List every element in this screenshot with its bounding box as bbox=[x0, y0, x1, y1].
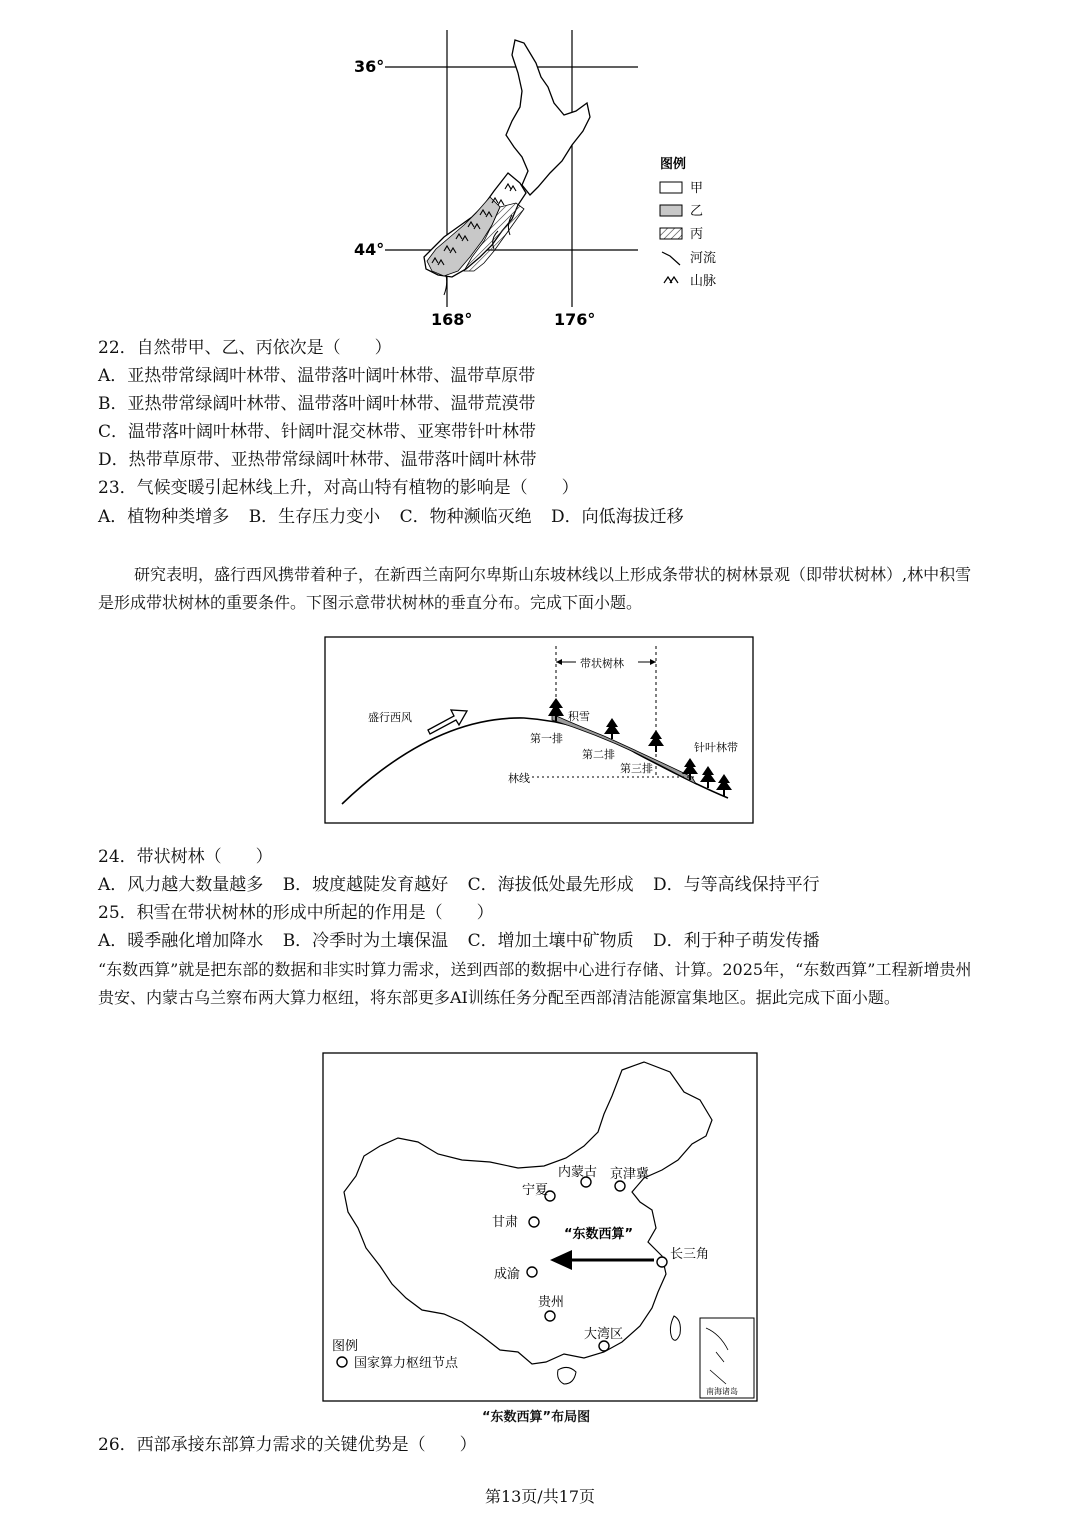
legend-label-mountain: 山脉 bbox=[690, 274, 717, 289]
treeline-label: 林线 bbox=[508, 772, 530, 785]
question-25-option-c: C．增加土壤中矿物质 bbox=[467, 931, 634, 951]
question-23-option-a: A．植物种类增多 bbox=[98, 507, 230, 527]
question-23-option-d: D．向低海拔迁移 bbox=[551, 507, 684, 527]
node-guizhou bbox=[545, 1311, 555, 1321]
question-25-options bbox=[98, 928, 834, 954]
node-changsanjiao bbox=[657, 1257, 667, 1267]
question-24-option-c: C．海拔低处最先形成 bbox=[467, 875, 634, 895]
band-forest-label: 带状树林 bbox=[580, 657, 624, 670]
question-22-option-d: D．热带草原带、亚热带常绿阔叶林带、温带落叶阔叶林带 bbox=[98, 450, 537, 470]
row-1-label: 第一排 bbox=[530, 732, 563, 745]
question-22-option-b: B．亚热带常绿阔叶林带、温带落叶阔叶林带、温带荒漠带 bbox=[98, 394, 536, 414]
question-26-stem: 26．西部承接东部算力需求的关键优势是（ ） bbox=[98, 1435, 477, 1455]
gray-box-icon bbox=[660, 205, 682, 216]
row-2-label: 第二排 bbox=[582, 748, 615, 761]
legend-label-bing: 丙 bbox=[690, 227, 704, 242]
conifer-belt-label: 针叶林带 bbox=[694, 741, 738, 754]
node-label-changsanjiao: 长三角 bbox=[670, 1247, 710, 1262]
legend-label-yi: 乙 bbox=[690, 204, 704, 219]
map2-legend-item: 国家算力枢纽节点 bbox=[354, 1356, 459, 1371]
legend-node-icon bbox=[337, 1357, 347, 1367]
diagram-frame bbox=[325, 637, 753, 823]
south-china-sea-inset bbox=[700, 1318, 754, 1398]
map2-frame bbox=[323, 1053, 757, 1401]
north-island-shape bbox=[506, 40, 590, 195]
hatched-box-icon bbox=[660, 228, 682, 239]
node-label-ningxia: 宁夏 bbox=[522, 1183, 549, 1198]
question-24-option-d: D．与等高线保持平行 bbox=[653, 875, 820, 895]
question-25-option-d: D．利于种子萌发传播 bbox=[653, 931, 820, 951]
question-22-stem: 22．自然带甲、乙、丙依次是（ ） bbox=[98, 338, 392, 358]
question-25-option-a: A．暖季融化增加降水 bbox=[98, 931, 264, 951]
question-24-options bbox=[98, 872, 834, 898]
legend-label-jia: 甲 bbox=[690, 181, 704, 196]
node-label-jingjinji: 京津冀 bbox=[610, 1167, 650, 1182]
row-3-label: 第三排 bbox=[620, 762, 653, 775]
question-23-options bbox=[98, 504, 698, 530]
node-label-guizhou: 贵州 bbox=[538, 1295, 565, 1310]
question-23-option-b: B．生存压力变小 bbox=[248, 507, 381, 527]
china-compute-map bbox=[322, 1052, 758, 1404]
passage-banded-forest bbox=[98, 561, 984, 617]
question-23-option-c: C．物种濒临灭绝 bbox=[399, 507, 532, 527]
lon-label-176: 176° bbox=[554, 310, 596, 329]
arrow-label: “东数西算” bbox=[564, 1227, 634, 1242]
new-zealand-map bbox=[340, 25, 760, 330]
question-24-option-b: B．坡度越陡发育越好 bbox=[282, 875, 449, 895]
question-22-option-c: C．温带落叶阔叶林带、针阔叶混交林带、亚寒带针叶林带 bbox=[98, 422, 537, 442]
node-gansu bbox=[529, 1217, 539, 1227]
node-dawanqu bbox=[599, 1341, 609, 1351]
blank-box-icon bbox=[660, 182, 682, 193]
node-label-gansu: 甘肃 bbox=[492, 1215, 519, 1230]
legend-title: 图例 bbox=[660, 157, 687, 172]
node-jingjinji bbox=[615, 1181, 625, 1191]
question-24-stem: 24．带状树林（ ） bbox=[98, 847, 273, 867]
river-icon bbox=[662, 252, 680, 265]
node-label-dawanqu: 大湾区 bbox=[584, 1327, 624, 1342]
question-25-option-b: B．冷季时为土壤保温 bbox=[282, 931, 449, 951]
question-24-option-a: A．风力越大数量越多 bbox=[98, 875, 264, 895]
node-label-neimenggu: 内蒙古 bbox=[558, 1165, 598, 1180]
node-label-chengyu: 成渝 bbox=[494, 1267, 521, 1282]
snow-label: 积雪 bbox=[568, 710, 590, 723]
legend-label-river: 河流 bbox=[690, 251, 717, 266]
lon-label-168: 168° bbox=[431, 310, 473, 329]
lat-label-44: 44° bbox=[354, 240, 385, 259]
map2-caption: “东数西算”布局图 bbox=[482, 1410, 591, 1425]
inset-label: 南海诸岛 bbox=[706, 1387, 738, 1396]
node-chengyu bbox=[527, 1267, 537, 1277]
question-22-option-a: A．亚热带常绿阔叶林带、温带落叶阔叶林带、温带草原带 bbox=[98, 366, 536, 386]
question-25-stem: 25．积雪在带状树林的形成中所起的作用是（ ） bbox=[98, 903, 494, 923]
question-23-stem: 23．气候变暖引起林线上升，对高山特有植物的影响是（ ） bbox=[98, 478, 579, 498]
map2-legend-title: 图例 bbox=[332, 1339, 359, 1354]
banded-forest-diagram bbox=[324, 636, 754, 826]
mountain-icon bbox=[664, 277, 678, 283]
passage-banded-forest-text: 研究表明，盛行西风携带着种子，在新西兰南阿尔卑斯山东坡林线以上形成条带状的树林景观（即带状树林）,林中积雪是形成带状树林的重要条件。下图示意带状树林的垂直分布。完成下面小题。 bbox=[98, 565, 972, 612]
wind-label: 盛行西风 bbox=[368, 711, 412, 724]
page-footer: 第13页/共17页 bbox=[484, 1487, 596, 1506]
passage-east-data-west-compute bbox=[98, 956, 984, 1012]
passage-east-data-west-compute-text: “东数西算”就是把东部的数据和非实时算力需求，送到西部的数据中心进行存储、计算。2025年，“东数西算”工程新增贵州贵安、内蒙古乌兰察布两大算力枢纽，将东部更多AI训练任务分配至西部清洁能源富集地区。据此完成下面小题。 bbox=[98, 960, 972, 1007]
lat-label-36: 36° bbox=[354, 57, 385, 76]
